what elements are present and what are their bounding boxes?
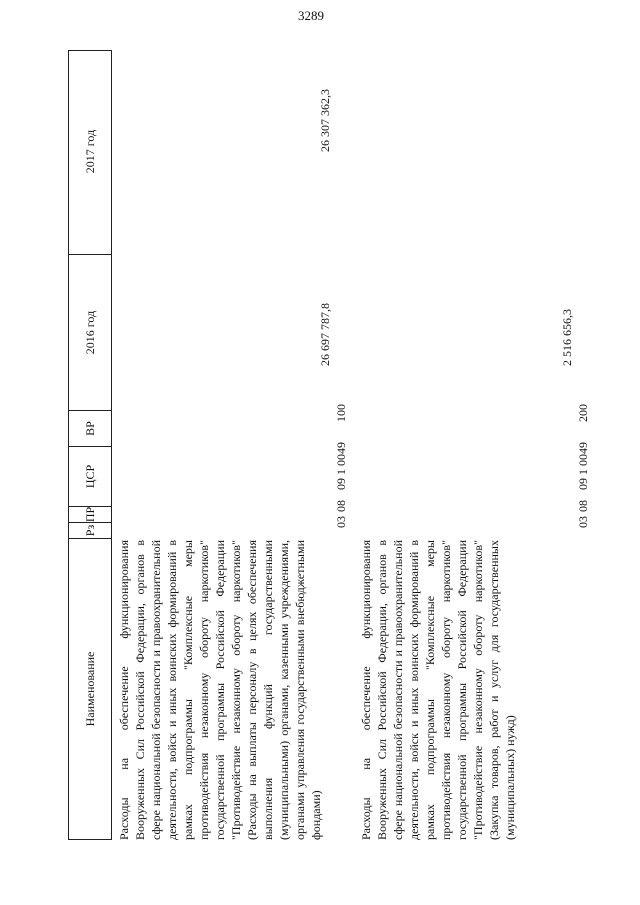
row-name: Расходы на обеспечение функционирования Вооруженных Сил Российской Федерации, органов в сфере национальной безопасности и правоохранительной деятельности, войск и иных воинских формирований в рамках подпрограммы "Комплексные меры противодействия незаконному обороту наркотиков" государственной программы Российской Федерации "Противодействие незаконному обороту наркотиков" (Закупка товаров, работ и услуг для государственных (муниципальных) нужд) — [359, 540, 517, 840]
table-row — [354, 50, 590, 840]
budget-table — [68, 50, 588, 840]
header-name: Наименование — [82, 651, 97, 727]
table-header — [68, 50, 112, 840]
row-csr: 09 1 0049 — [334, 442, 348, 490]
row-csr: 09 1 0049 — [576, 442, 590, 490]
header-2016: 2016 год — [69, 255, 111, 411]
row-rz: 03 — [576, 516, 590, 528]
row-vr: 200 — [576, 404, 590, 422]
header-vr: ВР — [69, 411, 111, 447]
header-2017: 2017 год — [69, 49, 111, 255]
header-rz: Рз — [69, 523, 111, 539]
row-rz: 03 — [334, 516, 348, 528]
row-name: Расходы на обеспечение функционирования Вооруженных Сил Российской Федерации, органов в сфере национальной безопасности и правоохранительной деятельности, войск и иных воинских формирований в рамках подпрограммы "Комплексные меры противодействия незаконному обороту наркотиков" государственной программы Российской Федерации "Противодействие незаконному обороту наркотиков" (Расходы на выплаты персоналу в целях обеспечения выполнения функций государственными (муниципальными) органами, казенными учреждениями, органами управления государственными внебюджетными фондами) — [117, 540, 323, 840]
table-row — [112, 50, 348, 840]
row-codes — [334, 392, 348, 528]
row-amount-2017: 26 307 362,3 — [318, 89, 332, 152]
row-pr: 08 — [576, 500, 590, 512]
page-number: 3289 — [298, 8, 324, 23]
row-vr: 100 — [334, 404, 348, 422]
row-amount-2016: 2 516 656,3 — [560, 309, 574, 366]
row-amount-2016: 26 697 787,8 — [318, 303, 332, 366]
row-pr: 08 — [334, 500, 348, 512]
header-pr: ПР — [69, 507, 111, 523]
header-csr: ЦСР — [69, 447, 111, 507]
row-codes — [576, 392, 590, 528]
